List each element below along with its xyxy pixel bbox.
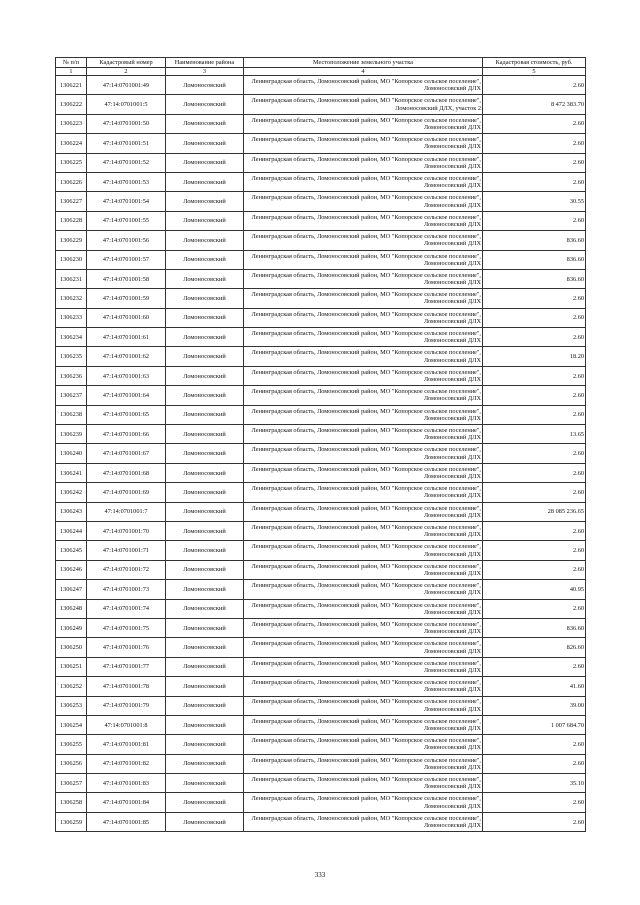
cadastral-value-cell: 2.60 — [483, 483, 586, 502]
district-cell: Ломоносовский — [166, 76, 244, 95]
cadastral-value-cell: 2.60 — [483, 308, 586, 327]
header-location: Местоположение земельного участка — [244, 58, 483, 68]
cadastral-value-cell: 836.60 — [483, 250, 586, 269]
district-cell: Ломоносовский — [166, 677, 244, 696]
location-cell: Ленинградская область, Ломоносовский район, МО "Копорское сельское поселение", Ломоносовский ДЛХ — [244, 774, 483, 793]
location-cell: Ленинградская область, Ломоносовский район, МО "Копорское сельское поселение", Ломоносовский ДЛХ — [244, 696, 483, 715]
location-cell: Ленинградская область, Ломоносовский район, МО "Копорское сельское поселение", Ломоносовский ДЛХ — [244, 502, 483, 521]
cadastral-number-cell: 47:14:0701001:56 — [87, 231, 166, 250]
location-cell: Ленинградская область, Ломоносовский район, МО "Копорское сельское поселение", Ломоносовский ДЛХ — [244, 521, 483, 540]
cadastral-value-cell: 2.60 — [483, 599, 586, 618]
cadastral-number-cell: 47:14:0701001:7 — [87, 502, 166, 521]
cadastral-number-cell: 47:14:0701001:78 — [87, 677, 166, 696]
cadastral-value-cell: 2.60 — [483, 328, 586, 347]
row-number-cell: 1306252 — [56, 677, 87, 696]
location-cell: Ленинградская область, Ломоносовский район, МО "Копорское сельское поселение", Ломоносовский ДЛХ — [244, 638, 483, 657]
district-cell: Ломоносовский — [166, 599, 244, 618]
location-cell: Ленинградская область, Ломоносовский район, МО "Копорское сельское поселение", Ломоносовский ДЛХ — [244, 657, 483, 676]
district-cell: Ломоносовский — [166, 715, 244, 734]
cadastral-number-cell: 47:14:0701001:61 — [87, 328, 166, 347]
row-number-cell: 1306236 — [56, 366, 87, 385]
row-number-cell: 1306248 — [56, 599, 87, 618]
district-cell: Ломоносовский — [166, 463, 244, 482]
table-row — [56, 793, 586, 812]
district-cell: Ломоносовский — [166, 444, 244, 463]
cadastral-number-cell: 47:14:0701001:73 — [87, 580, 166, 599]
row-number-cell: 1306257 — [56, 774, 87, 793]
column-number: 1 — [56, 68, 87, 76]
table-row — [56, 483, 586, 502]
cadastral-number-cell: 47:14:0701001:55 — [87, 211, 166, 230]
row-number-cell: 1306253 — [56, 696, 87, 715]
cadastral-value-cell: 2.60 — [483, 812, 586, 831]
cadastral-value-cell: 2.60 — [483, 153, 586, 172]
table-row — [56, 560, 586, 579]
cadastral-number-cell: 47:14:0701001:75 — [87, 618, 166, 637]
district-cell: Ломоносовский — [166, 425, 244, 444]
table-row — [56, 289, 586, 308]
district-cell: Ломоносовский — [166, 521, 244, 540]
location-cell: Ленинградская область, Ломоносовский район, МО "Копорское сельское поселение", Ломоносовский ДЛХ — [244, 618, 483, 637]
district-cell: Ломоносовский — [166, 95, 244, 114]
table-header — [56, 58, 586, 76]
district-cell: Ломоносовский — [166, 192, 244, 211]
table-row — [56, 696, 586, 715]
table-row — [56, 308, 586, 327]
location-cell: Ленинградская область, Ломоносовский район, МО "Копорское сельское поселение", Ломоносовский ДЛХ — [244, 444, 483, 463]
row-number-cell: 1306237 — [56, 386, 87, 405]
cadastral-value-cell: 41.60 — [483, 677, 586, 696]
table-row — [56, 231, 586, 250]
cadastral-number-cell: 47:14:0701001:70 — [87, 521, 166, 540]
table-row — [56, 502, 586, 521]
cadastral-number-cell: 47:14:0701001:52 — [87, 153, 166, 172]
district-cell: Ломоносовский — [166, 289, 244, 308]
cadastral-value-cell: 40.95 — [483, 580, 586, 599]
cadastral-value-cell: 2.60 — [483, 657, 586, 676]
cadastral-value-cell: 13.65 — [483, 425, 586, 444]
cadastral-number-cell: 47:14:0701001:69 — [87, 483, 166, 502]
table-row — [56, 347, 586, 366]
cadastral-value-cell: 826.60 — [483, 638, 586, 657]
location-cell: Ленинградская область, Ломоносовский район, МО "Копорское сельское поселение", Ломоносовский ДЛХ — [244, 366, 483, 385]
row-number-cell: 1306231 — [56, 269, 87, 288]
location-cell: Ленинградская область, Ломоносовский район, МО "Копорское сельское поселение", Ломоносовский ДЛХ — [244, 812, 483, 831]
location-cell: Ленинградская область, Ломоносовский район, МО "Копорское сельское поселение", Ломоносовский ДЛХ — [244, 541, 483, 560]
location-cell: Ленинградская область, Ломоносовский район, МО "Копорское сельское поселение", Ломоносовский ДЛХ — [244, 269, 483, 288]
location-cell: Ленинградская область, Ломоносовский район, МО "Копорское сельское поселение", Ломоносовский ДЛХ — [244, 250, 483, 269]
location-cell: Ленинградская область, Ломоносовский район, МО "Копорское сельское поселение", Ломоносовский ДЛХ — [244, 560, 483, 579]
row-number-cell: 1306233 — [56, 308, 87, 327]
table-row — [56, 269, 586, 288]
row-number-cell: 1306256 — [56, 754, 87, 773]
cadastral-value-cell: 2.60 — [483, 134, 586, 153]
cadastral-value-cell: 2.60 — [483, 405, 586, 424]
location-cell: Ленинградская область, Ломоносовский район, МО "Копорское сельское поселение", Ломоносовский ДЛХ — [244, 735, 483, 754]
table-row — [56, 366, 586, 385]
cadastral-table — [55, 57, 586, 832]
column-number: 5 — [483, 68, 586, 76]
table-row — [56, 677, 586, 696]
cadastral-value-cell: 2.60 — [483, 541, 586, 560]
row-number-cell: 1306227 — [56, 192, 87, 211]
table-row — [56, 95, 586, 114]
district-cell: Ломоносовский — [166, 638, 244, 657]
table-row — [56, 386, 586, 405]
district-cell: Ломоносовский — [166, 657, 244, 676]
cadastral-value-cell: 2.60 — [483, 386, 586, 405]
cadastral-value-cell: 2.60 — [483, 463, 586, 482]
cadastral-value-cell: 2.60 — [483, 793, 586, 812]
cadastral-number-cell: 47:14:0701001:51 — [87, 134, 166, 153]
district-cell: Ломоносовский — [166, 405, 244, 424]
location-cell: Ленинградская область, Ломоносовский район, МО "Копорское сельское поселение", Ломоносовский ДЛХ — [244, 793, 483, 812]
district-cell: Ломоносовский — [166, 812, 244, 831]
cadastral-number-cell: 47:14:0701001:8 — [87, 715, 166, 734]
row-number-cell: 1306221 — [56, 76, 87, 95]
row-number-cell: 1306255 — [56, 735, 87, 754]
cadastral-value-cell: 2.60 — [483, 521, 586, 540]
district-cell: Ломоносовский — [166, 308, 244, 327]
table-row — [56, 425, 586, 444]
district-cell: Ломоносовский — [166, 211, 244, 230]
cadastral-number-cell: 47:14:0701001:72 — [87, 560, 166, 579]
district-cell: Ломоносовский — [166, 328, 244, 347]
cadastral-number-cell: 47:14:0701001:77 — [87, 657, 166, 676]
table-row — [56, 444, 586, 463]
location-cell: Ленинградская область, Ломоносовский район, МО "Копорское сельское поселение", Ломоносовский ДЛХ — [244, 386, 483, 405]
cadastral-number-cell: 47:14:0701001:74 — [87, 599, 166, 618]
location-cell: Ленинградская область, Ломоносовский район, МО "Копорское сельское поселение", Ломоносовский ДЛХ — [244, 308, 483, 327]
cadastral-number-cell: 47:14:0701001:64 — [87, 386, 166, 405]
location-cell: Ленинградская область, Ломоносовский район, МО "Копорское сельское поселение", Ломоносовский ДЛХ — [244, 153, 483, 172]
district-cell: Ломоносовский — [166, 347, 244, 366]
table-row — [56, 541, 586, 560]
table-row — [56, 211, 586, 230]
district-cell: Ломоносовский — [166, 250, 244, 269]
row-number-cell: 1306246 — [56, 560, 87, 579]
location-cell: Ленинградская область, Ломоносовский район, МО "Копорское сельское поселение", Ломоносовский ДЛХ — [244, 328, 483, 347]
district-cell: Ломоносовский — [166, 386, 244, 405]
location-cell: Ленинградская область, Ломоносовский район, МО "Копорское сельское поселение", Ломоносовский ДЛХ — [244, 463, 483, 482]
cadastral-value-cell: 2.60 — [483, 114, 586, 133]
row-number-cell: 1306242 — [56, 483, 87, 502]
row-number-cell: 1306228 — [56, 211, 87, 230]
row-number-cell: 1306258 — [56, 793, 87, 812]
location-cell: Ленинградская область, Ломоносовский район, МО "Копорское сельское поселение", Ломоносовский ДЛХ — [244, 405, 483, 424]
cadastral-number-cell: 47:14:0701001:62 — [87, 347, 166, 366]
table-row — [56, 618, 586, 637]
cadastral-number-cell: 47:14:0701001:85 — [87, 812, 166, 831]
district-cell: Ломоносовский — [166, 696, 244, 715]
row-number-cell: 1306239 — [56, 425, 87, 444]
cadastral-value-cell: 39.00 — [483, 696, 586, 715]
table-row — [56, 172, 586, 191]
table-row — [56, 580, 586, 599]
row-number-cell: 1306245 — [56, 541, 87, 560]
table-row — [56, 76, 586, 95]
page-number: 333 — [314, 871, 326, 879]
table-row — [56, 599, 586, 618]
district-cell: Ломоносовский — [166, 618, 244, 637]
location-cell: Ленинградская область, Ломоносовский район, МО "Копорское сельское поселение", Ломоносовский ДЛХ — [244, 289, 483, 308]
row-number-cell: 1306234 — [56, 328, 87, 347]
cadastral-number-cell: 47:14:0701001:53 — [87, 172, 166, 191]
cadastral-value-cell: 2.60 — [483, 754, 586, 773]
location-cell: Ленинградская область, Ломоносовский район, МО "Копорское сельское поселение", Ломоносовский ДЛХ — [244, 172, 483, 191]
location-cell: Ленинградская область, Ломоносовский район, МО "Копорское сельское поселение", Ломоносовский ДЛХ — [244, 754, 483, 773]
location-cell: Ленинградская область, Ломоносовский район, МО "Копорское сельское поселение", Ломоносовский ДЛХ — [244, 192, 483, 211]
table-row — [56, 521, 586, 540]
header-row — [56, 58, 586, 68]
cadastral-number-cell: 47:14:0701001:67 — [87, 444, 166, 463]
cadastral-value-cell: 8 472 383.70 — [483, 95, 586, 114]
district-cell: Ломоносовский — [166, 153, 244, 172]
cadastral-number-cell: 47:14:0701001:60 — [87, 308, 166, 327]
location-cell: Ленинградская область, Ломоносовский район, МО "Копорское сельское поселение", Ломоносовский ДЛХ — [244, 211, 483, 230]
cadastral-number-cell: 47:14:0701001:5 — [87, 95, 166, 114]
cadastral-number-cell: 47:14:0701001:81 — [87, 735, 166, 754]
district-cell: Ломоносовский — [166, 269, 244, 288]
location-cell: Ленинградская область, Ломоносовский район, МО "Копорское сельское поселение", Ломоносовский ДЛХ — [244, 425, 483, 444]
district-cell: Ломоносовский — [166, 774, 244, 793]
table-row — [56, 657, 586, 676]
location-cell: Ленинградская область, Ломоносовский район, МО "Копорское сельское поселение", Ломоносовский ДЛХ — [244, 231, 483, 250]
district-cell: Ломоносовский — [166, 560, 244, 579]
table-row — [56, 754, 586, 773]
district-cell: Ломоносовский — [166, 502, 244, 521]
district-cell: Ломоносовский — [166, 735, 244, 754]
table-row — [56, 153, 586, 172]
header-cadastral-value: Кадастровая стоимость, руб. — [483, 58, 586, 68]
table-row — [56, 134, 586, 153]
district-cell: Ломоносовский — [166, 793, 244, 812]
table-row — [56, 114, 586, 133]
row-number-cell: 1306230 — [56, 250, 87, 269]
location-cell: Ленинградская область, Ломоносовский район, МО "Копорское сельское поселение", Ломоносовский ДЛХ — [244, 715, 483, 734]
location-cell: Ленинградская область, Ломоносовский район, МО "Копорское сельское поселение", Ломоносовский ДЛХ — [244, 677, 483, 696]
header-row-number: № п/п — [56, 58, 87, 68]
row-number-cell: 1306249 — [56, 618, 87, 637]
cadastral-value-cell: 836.60 — [483, 269, 586, 288]
cadastral-value-cell: 2.60 — [483, 211, 586, 230]
location-cell: Ленинградская область, Ломоносовский район, МО "Копорское сельское поселение", Ломоносовский ДЛХ, участок 2 — [244, 95, 483, 114]
district-cell: Ломоносовский — [166, 483, 244, 502]
row-number-cell: 1306235 — [56, 347, 87, 366]
row-number-cell: 1306225 — [56, 153, 87, 172]
cadastral-number-cell: 47:14:0701001:59 — [87, 289, 166, 308]
cadastral-number-cell: 47:14:0701001:79 — [87, 696, 166, 715]
row-number-cell: 1306254 — [56, 715, 87, 734]
table-row — [56, 405, 586, 424]
district-cell: Ломоносовский — [166, 134, 244, 153]
district-cell: Ломоносовский — [166, 754, 244, 773]
row-number-cell: 1306259 — [56, 812, 87, 831]
row-number-cell: 1306222 — [56, 95, 87, 114]
header-cadastral-number: Кадастровый номер — [87, 58, 166, 68]
row-number-cell: 1306250 — [56, 638, 87, 657]
district-cell: Ломоносовский — [166, 172, 244, 191]
cadastral-number-cell: 47:14:0701001:68 — [87, 463, 166, 482]
table-row — [56, 463, 586, 482]
cadastral-number-cell: 47:14:0701001:76 — [87, 638, 166, 657]
row-number-cell: 1306238 — [56, 405, 87, 424]
location-cell: Ленинградская область, Ломоносовский район, МО "Копорское сельское поселение", Ломоносовский ДЛХ — [244, 76, 483, 95]
row-number-cell: 1306232 — [56, 289, 87, 308]
cadastral-number-cell: 47:14:0701001:54 — [87, 192, 166, 211]
row-number-cell: 1306244 — [56, 521, 87, 540]
header-district-name: Наименование района — [166, 58, 244, 68]
cadastral-number-cell: 47:14:0701001:58 — [87, 269, 166, 288]
cadastral-number-cell: 47:14:0701001:83 — [87, 774, 166, 793]
cadastral-number-cell: 47:14:0701001:66 — [87, 425, 166, 444]
table-row — [56, 735, 586, 754]
cadastral-value-cell: 18.20 — [483, 347, 586, 366]
district-cell: Ломоносовский — [166, 541, 244, 560]
table-row — [56, 812, 586, 831]
cadastral-value-cell: 2.60 — [483, 289, 586, 308]
table-body — [56, 76, 586, 832]
cadastral-value-cell: 2.60 — [483, 366, 586, 385]
row-number-cell: 1306240 — [56, 444, 87, 463]
cadastral-value-cell: 28 085 236.65 — [483, 502, 586, 521]
column-number: 2 — [87, 68, 166, 76]
column-number-row — [56, 68, 586, 76]
district-cell: Ломоносовский — [166, 114, 244, 133]
cadastral-number-cell: 47:14:0701001:82 — [87, 754, 166, 773]
row-number-cell: 1306247 — [56, 580, 87, 599]
row-number-cell: 1306224 — [56, 134, 87, 153]
location-cell: Ленинградская область, Ломоносовский район, МО "Копорское сельское поселение", Ломоносовский ДЛХ — [244, 114, 483, 133]
cadastral-value-cell: 35.10 — [483, 774, 586, 793]
cadastral-value-cell: 2.60 — [483, 444, 586, 463]
cadastral-number-cell: 47:14:0701001:63 — [87, 366, 166, 385]
cadastral-value-cell: 2.60 — [483, 560, 586, 579]
district-cell: Ломоносовский — [166, 366, 244, 385]
cadastral-number-cell: 47:14:0701001:50 — [87, 114, 166, 133]
cadastral-number-cell: 47:14:0701001:49 — [87, 76, 166, 95]
row-number-cell: 1306241 — [56, 463, 87, 482]
cadastral-number-cell: 47:14:0701001:84 — [87, 793, 166, 812]
location-cell: Ленинградская область, Ломоносовский район, МО "Копорское сельское поселение", Ломоносовский ДЛХ — [244, 483, 483, 502]
row-number-cell: 1306226 — [56, 172, 87, 191]
cadastral-number-cell: 47:14:0701001:65 — [87, 405, 166, 424]
location-cell: Ленинградская область, Ломоносовский район, МО "Копорское сельское поселение", Ломоносовский ДЛХ — [244, 580, 483, 599]
cadastral-value-cell: 1 007 684.70 — [483, 715, 586, 734]
cadastral-value-cell: 2.60 — [483, 76, 586, 95]
district-cell: Ломоносовский — [166, 580, 244, 599]
row-number-cell: 1306251 — [56, 657, 87, 676]
table-row — [56, 328, 586, 347]
row-number-cell: 1306243 — [56, 502, 87, 521]
cadastral-value-cell: 2.60 — [483, 172, 586, 191]
table-row — [56, 192, 586, 211]
location-cell: Ленинградская область, Ломоносовский район, МО "Копорское сельское поселение", Ломоносовский ДЛХ — [244, 599, 483, 618]
column-number: 4 — [244, 68, 483, 76]
cadastral-value-cell: 836.60 — [483, 618, 586, 637]
table-row — [56, 250, 586, 269]
table-row — [56, 638, 586, 657]
cadastral-value-cell: 30.55 — [483, 192, 586, 211]
cadastral-number-cell: 47:14:0701001:71 — [87, 541, 166, 560]
cadastral-value-cell: 836.60 — [483, 231, 586, 250]
row-number-cell: 1306229 — [56, 231, 87, 250]
table-row — [56, 715, 586, 734]
row-number-cell: 1306223 — [56, 114, 87, 133]
cadastral-number-cell: 47:14:0701001:57 — [87, 250, 166, 269]
district-cell: Ломоносовский — [166, 231, 244, 250]
cadastral-value-cell: 2.60 — [483, 735, 586, 754]
column-number: 3 — [166, 68, 244, 76]
table-row — [56, 774, 586, 793]
location-cell: Ленинградская область, Ломоносовский район, МО "Копорское сельское поселение", Ломоносовский ДЛХ — [244, 134, 483, 153]
location-cell: Ленинградская область, Ломоносовский район, МО "Копорское сельское поселение", Ломоносовский ДЛХ — [244, 347, 483, 366]
